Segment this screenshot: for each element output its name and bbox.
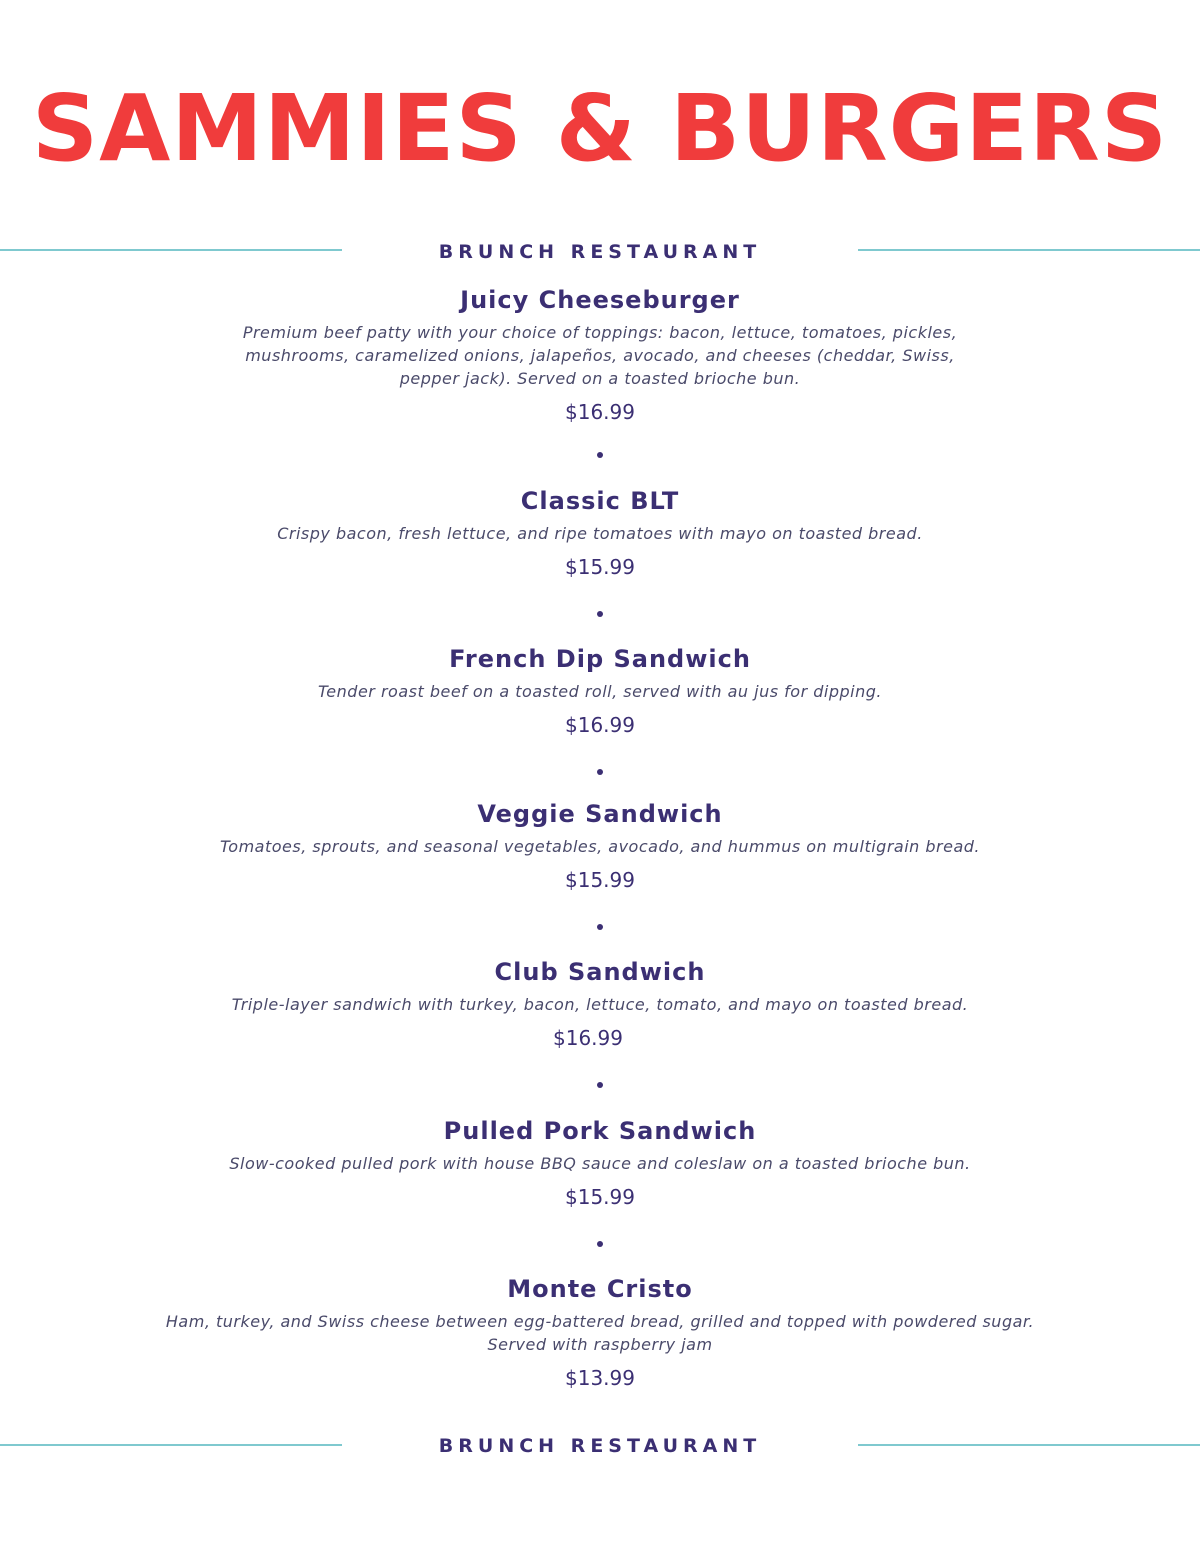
item-price: $15.99	[565, 555, 635, 579]
menu-item-juicy-cheeseburger	[0, 285, 1200, 424]
item-description: Tender roast beef on a toasted roll, served with au jus for dipping.	[318, 682, 882, 701]
item-price: $16.99	[565, 713, 635, 737]
item-name: Monte Cristo	[507, 1275, 693, 1303]
menu-item-classic-blt	[0, 486, 1200, 579]
item-price: $13.99	[565, 1366, 635, 1390]
item-description: Slow-cooked pulled pork with house BBQ sauce and coleslaw on a toasted brioche bun.	[229, 1154, 971, 1173]
menu-item-club-sandwich	[0, 957, 1200, 1050]
item-name: Classic BLT	[520, 487, 680, 515]
item-description: Triple-layer sandwich with turkey, bacon, lettuce, tomato, and mayo on toasted bread.	[231, 995, 969, 1014]
menu-item-french-dip-sandwich	[0, 644, 1200, 737]
item-price: $15.99	[565, 1185, 635, 1209]
separator-dot	[597, 452, 603, 458]
separator-dot	[597, 924, 603, 930]
item-description: Crispy bacon, fresh lettuce, and ripe tomatoes with mayo on toasted bread.	[277, 524, 923, 543]
menu-item-pulled-pork-sandwich	[0, 1116, 1200, 1209]
separator-dot	[597, 1241, 603, 1247]
item-name: Veggie Sandwich	[477, 800, 723, 828]
item-name: Pulled Pork Sandwich	[443, 1117, 757, 1145]
restaurant-subtitle-bottom: BRUNCH RESTAURANT	[438, 1435, 762, 1457]
item-price: $16.99	[553, 1026, 623, 1050]
menu-title: SAMMIES & BURGERS	[31, 75, 1169, 182]
menu-item-monte-cristo	[0, 1274, 1200, 1390]
menu-item-veggie-sandwich	[0, 799, 1200, 892]
separator-dot	[597, 769, 603, 775]
item-name: Club Sandwich	[494, 958, 706, 986]
item-name: French Dip Sandwich	[449, 645, 751, 673]
item-price: $15.99	[565, 868, 635, 892]
item-description: Tomatoes, sprouts, and seasonal vegetables, avocado, and hummus on multigrain bread.	[219, 837, 980, 856]
item-price: $16.99	[565, 400, 635, 424]
restaurant-subtitle-top: BRUNCH RESTAURANT	[438, 241, 762, 263]
item-description: Premium beef patty with your choice of toppings: bacon, lettuce, tomatoes, pickles, mushrooms, caramelized onions, jalapeños, avocado, and cheeses (cheddar, Swiss, pepper jack). Served on a toasted brioche bun.	[242, 323, 958, 388]
item-description: Ham, turkey, and Swiss cheese between egg-battered bread, grilled and topped with powdered sugar. Served with raspberry jam	[165, 1312, 1035, 1354]
separator-dot	[597, 611, 603, 617]
separator-dot	[597, 1082, 603, 1088]
item-name: Juicy Cheeseburger	[460, 286, 740, 314]
